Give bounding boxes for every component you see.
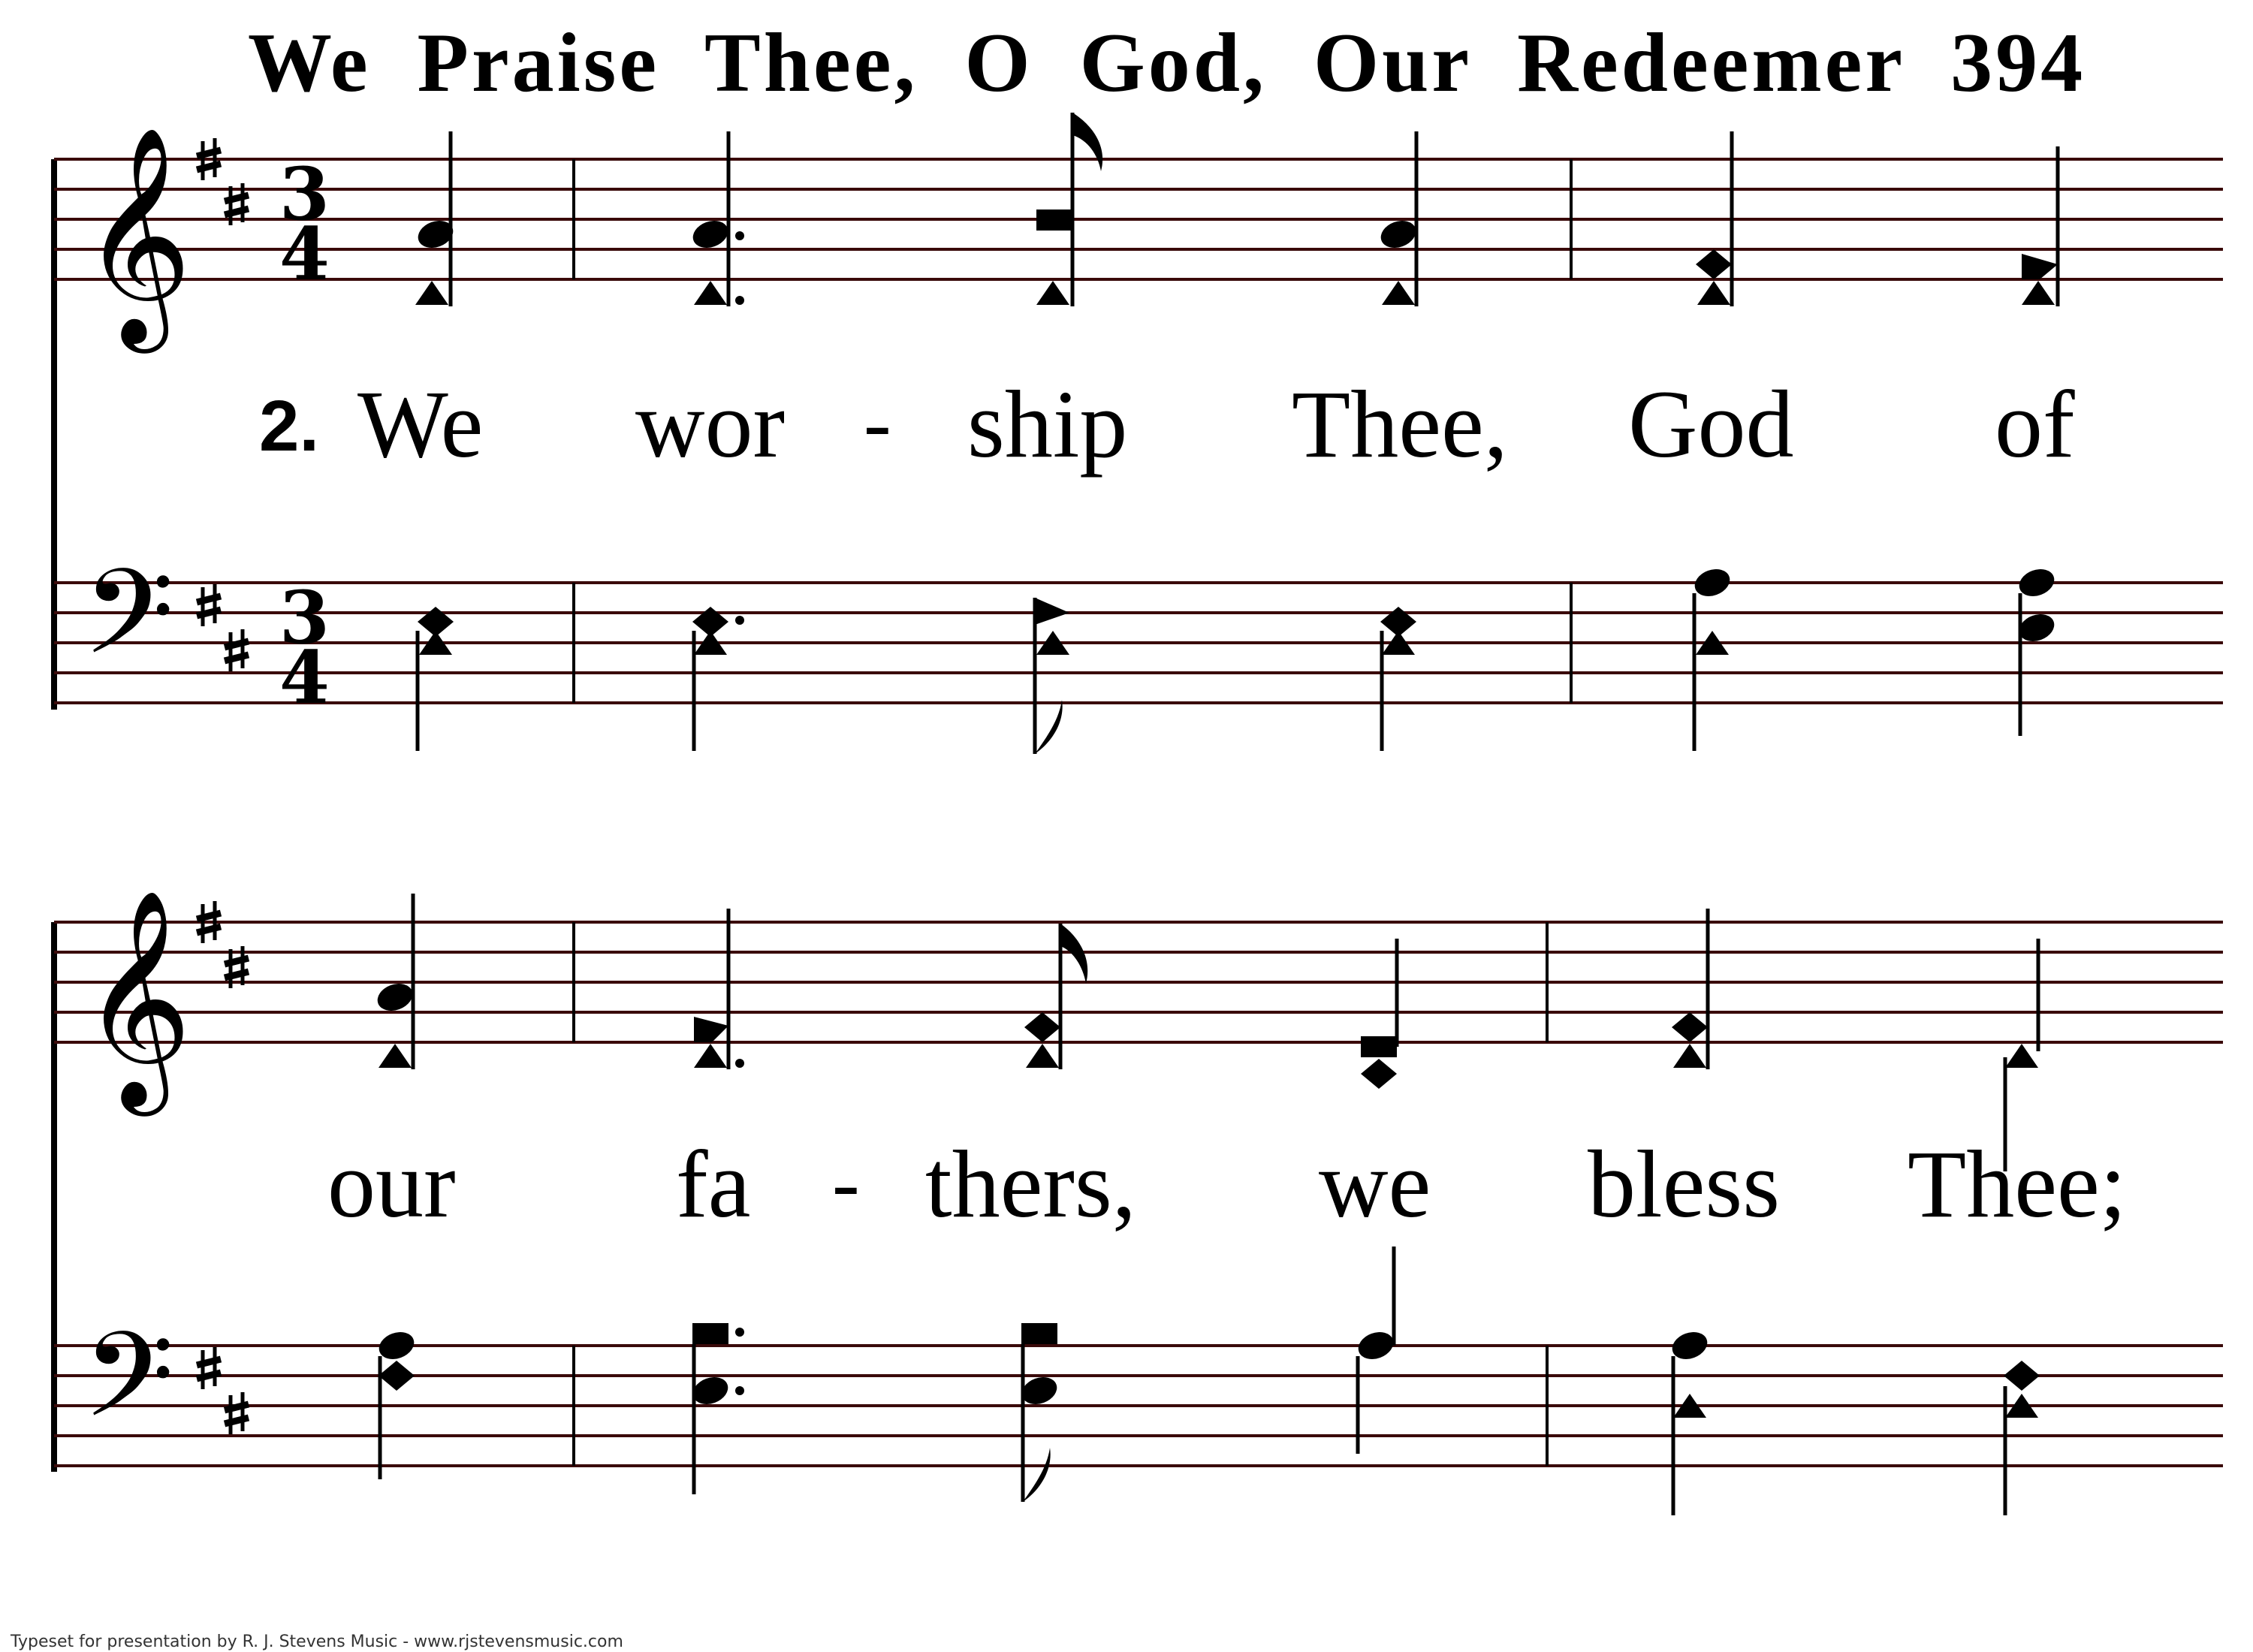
system-2 [54, 888, 2223, 1515]
lyric-syllable: Thee, [1292, 371, 1508, 478]
sharp-icon [225, 1392, 249, 1434]
hymn-title: We Praise Thee, O God, Our Redeemer 394 [248, 17, 2086, 110]
bass-staff [54, 583, 2223, 703]
treble-notes [374, 894, 2038, 1171]
lyric-syllable: God [1628, 371, 1794, 478]
sharp-icon [225, 629, 249, 671]
time-sig-top: 3 [279, 575, 330, 660]
lyric-hyphen: - [832, 1137, 860, 1228]
time-sig-top: 3 [279, 152, 330, 237]
lyric-syllable: our [327, 1131, 456, 1237]
treble-staff [54, 159, 2223, 279]
time-sig-bottom: 4 [279, 212, 330, 297]
lyric-syllable: ship [967, 371, 1128, 478]
lyric-syllable: We [357, 371, 484, 478]
time-sig-bottom: 4 [279, 635, 330, 720]
lyric-syllable: of [1995, 371, 2075, 478]
footer-credit: Typeset for presentation by R. J. Stevens Music - www.rjstevensmusic.com [11, 1632, 623, 1651]
lyric-hyphen: - [864, 377, 891, 469]
lyric-syllable: we [1319, 1131, 1431, 1237]
lyrics-line-2 [327, 1131, 2126, 1237]
lyric-syllable: bless [1588, 1131, 1780, 1237]
lyric-syllable: thers, [925, 1131, 1136, 1237]
bass-notes [418, 565, 2058, 754]
lyric-syllable: wor [635, 371, 786, 478]
lyrics-line-1 [259, 371, 2075, 478]
treble-staff [54, 922, 2223, 1042]
verse-number: 2. [259, 386, 320, 466]
lyric-syllable: Thee; [1908, 1131, 2127, 1237]
lyric-syllable: fa [676, 1131, 751, 1237]
treble-notes [415, 113, 2058, 306]
sharp-icon [197, 584, 221, 626]
sharp-icon [197, 1347, 221, 1389]
treble-clef-icon: 𝄞 [81, 888, 192, 1106]
treble-clef-icon: 𝄞 [81, 125, 192, 343]
system-1 [54, 113, 2223, 754]
bass-clef-icon: 𝄢 [83, 544, 175, 710]
bass-clef-icon: 𝄢 [83, 1307, 175, 1473]
bass-notes [376, 1247, 2040, 1515]
